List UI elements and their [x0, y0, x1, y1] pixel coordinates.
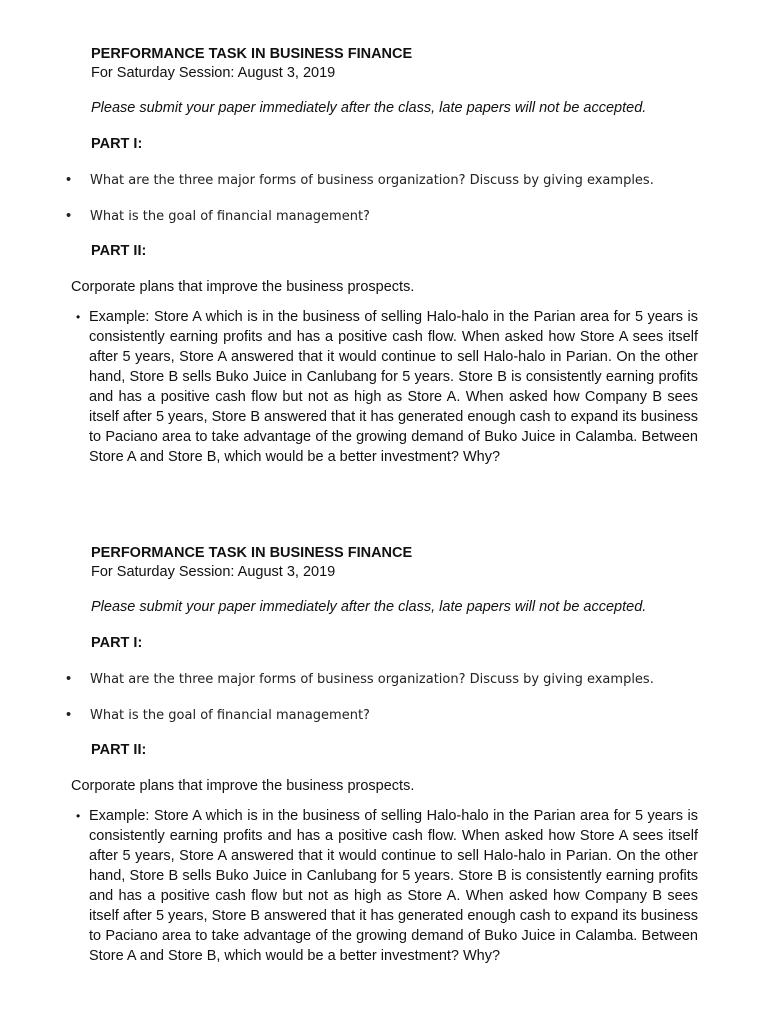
bullet-icon: •	[76, 310, 81, 324]
example-text: Example: Store A which is in the business of selling Halo-halo in the Parian area for 5 years is consistently earning profits and has a positive cash flow. When asked how Store A sees itself after 5 years, Store A answered that it would continue to sell Halo-halo in Parian. On the other hand, Store B sells Buko Juice in Canlubang for 5 years. Store B is consistently earning profits and has a positive cash flow but not as high as Store A. When asked how Company B sees itself after 5 years, Store B answered that it has generated enough cash to expand its business to Paciano area to take advantage of the growing demand of Buko Juice in Calamba. Between Store A and Store B, which would be a better investment? Why?	[89, 309, 698, 465]
part-1-question-2	[66, 707, 370, 723]
part-2-heading: PART II:	[91, 742, 147, 758]
session-date: For Saturday Session: August 3, 2019	[91, 564, 336, 580]
task-sheet-1	[0, 0, 768, 465]
question-text: What are the three major forms of business organization? Discuss by giving examples.	[90, 173, 654, 188]
bullet-icon: •	[66, 208, 72, 224]
part-1-heading: PART I:	[91, 635, 143, 651]
question-text: What is the goal of financial management?	[90, 708, 370, 723]
bullet-icon: •	[66, 671, 72, 687]
bullet-icon: •	[66, 707, 72, 723]
session-date: For Saturday Session: August 3, 2019	[91, 65, 336, 81]
task-title: PERFORMANCE TASK IN BUSINESS FINANCE	[91, 545, 413, 561]
submission-notice: Please submit your paper immediately after the class, late papers will not be accepted.	[91, 599, 647, 615]
task-title: PERFORMANCE TASK IN BUSINESS FINANCE	[91, 46, 413, 62]
question-text: What is the goal of financial management?	[90, 209, 370, 224]
submission-notice: Please submit your paper immediately after the class, late papers will not be accepted.	[91, 100, 647, 116]
part-2-intro: Corporate plans that improve the business prospects.	[71, 279, 415, 295]
example-text: Example: Store A which is in the business of selling Halo-halo in the Parian area for 5 years is consistently earning profits and has a positive cash flow. When asked how Store A sees itself after 5 years, Store A answered that it would continue to sell Halo-halo in Parian. On the other hand, Store B sells Buko Juice in Canlubang for 5 years. Store B is consistently earning profits and has a positive cash flow but not as high as Store A. When asked how Company B sees itself after 5 years, Store B answered that it has generated enough cash to expand its business to Paciano area to take advantage of the growing demand of Buko Juice in Calamba. Between Store A and Store B, which would be a better investment? Why?	[89, 808, 698, 964]
part-1-question-1	[66, 172, 654, 188]
question-text: What are the three major forms of business organization? Discuss by giving examples.	[90, 672, 654, 687]
example-paragraph	[76, 307, 700, 467]
task-sheet-2	[0, 499, 768, 964]
bullet-icon: •	[76, 809, 81, 823]
part-2-heading: PART II:	[91, 243, 147, 259]
part-1-question-2	[66, 208, 370, 224]
part-1-question-1	[66, 671, 654, 687]
bullet-icon: •	[66, 172, 72, 188]
part-1-heading: PART I:	[91, 136, 143, 152]
example-paragraph	[76, 806, 700, 966]
part-2-intro: Corporate plans that improve the business prospects.	[71, 778, 415, 794]
